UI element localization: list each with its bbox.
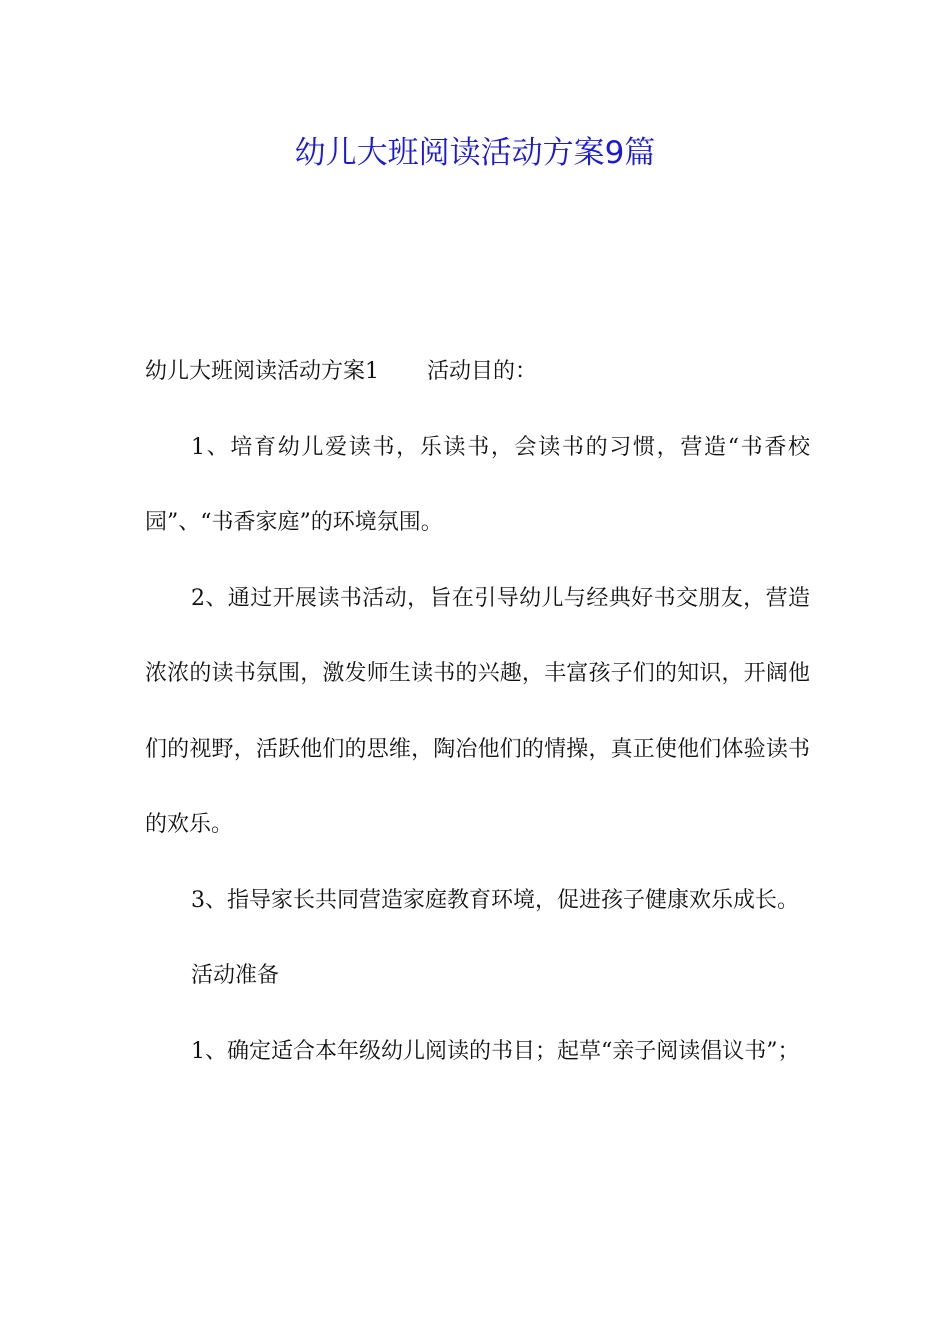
document-title: 幼儿大班阅读活动方案9篇 — [294, 135, 656, 171]
goal-heading: 活动目的： — [427, 359, 538, 384]
prep-paragraph-1: 1、确定适合本年级幼儿阅读的书目；起草“亲子阅读倡议书”； — [191, 1038, 800, 1064]
section-heading-line — [145, 334, 810, 410]
goal-paragraph-2: 2、通过开展读书活动，旨在引导幼儿与经典好书交朋友，营造浓浓的读书氛围，激发师生读书的兴趣，丰富孩子们的知识，开阔他们的视野，活跃他们的思维，陶冶他们的情操，真正使他们体验读书的欢乐。 — [145, 585, 810, 837]
goal-paragraph-3: 3、指导家长共同营造家庭教育环境，促进孩子健康欢乐成长。 — [191, 887, 799, 913]
document-body — [145, 334, 810, 1089]
section-heading: 幼儿大班阅读活动方案1 — [145, 359, 379, 384]
goal-paragraph-1: 1、培育幼儿爱读书，乐读书，会读书的习惯，营造“书香校园”、“书香家庭”的环境氛围。 — [145, 434, 810, 535]
prep-heading: 活动准备 — [191, 963, 280, 988]
